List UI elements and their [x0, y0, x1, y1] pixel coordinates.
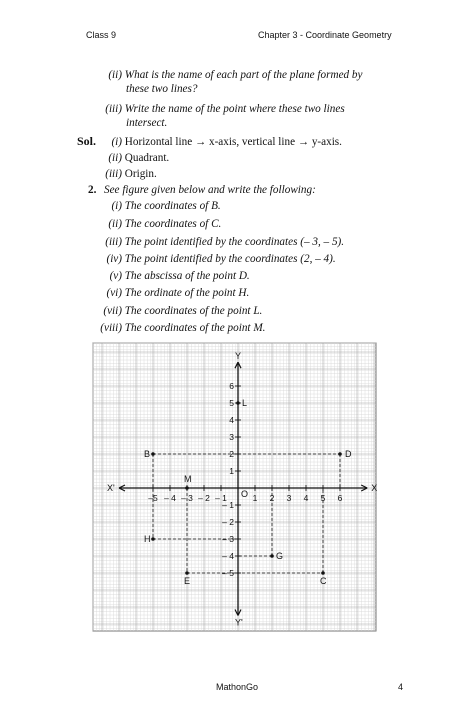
x-tick-label: – 1 — [215, 493, 227, 503]
q2-item — [90, 270, 250, 283]
q2-item-text: The point identified by the coordinates (2, – 4). — [124, 253, 336, 265]
q2-item-text: The coordinates of B. — [124, 200, 221, 212]
point-l — [236, 401, 240, 405]
q2-num: 2. — [88, 184, 97, 196]
x-tick-label: 5 — [320, 493, 326, 503]
y-tick-label: – 2 — [222, 517, 234, 527]
y-tick-label: 2 — [229, 449, 234, 459]
point-label-c: C — [320, 576, 327, 586]
point-h — [151, 537, 155, 541]
point-g — [270, 554, 274, 558]
q2-item — [90, 253, 336, 266]
q2-item-text: The coordinates of C. — [124, 218, 222, 230]
point-label-d: D — [345, 449, 352, 459]
sol-i-text: Horizontal line → x-axis, vertical line → y-axis. — [124, 136, 342, 148]
x-tick-label: – 4 — [164, 493, 176, 503]
x-tick-label: 1 — [252, 493, 258, 503]
q2-text: See figure given below and write the following: — [104, 184, 316, 196]
x-axis-label: X — [371, 483, 378, 493]
header-chapter: Chapter 3 - Coordinate Geometry — [258, 30, 392, 40]
y-tick-label: 3 — [229, 432, 234, 442]
coordinate-graph — [93, 343, 376, 631]
q1-ii-text: What is the name of each part of the plane formed by — [124, 69, 363, 81]
x-tick-label: 6 — [337, 493, 343, 503]
q2-item — [90, 322, 265, 335]
point-label-h: H — [144, 534, 151, 544]
x-tick-label: 3 — [286, 493, 292, 503]
q2-item-num: (i) — [111, 200, 122, 212]
q1-iii-num: (iii) — [105, 103, 122, 115]
header-class: Class 9 — [86, 30, 117, 40]
x-tick-label: – 3 — [181, 493, 193, 503]
x-prime-label: X' — [107, 483, 115, 493]
point-d — [338, 452, 342, 456]
point-e — [185, 571, 189, 575]
y-tick-label: 4 — [229, 415, 234, 425]
q2-item — [90, 200, 221, 213]
sol-iii-num: (iii) — [105, 168, 122, 180]
page-number: 4 — [398, 682, 404, 692]
y-tick-label: – 1 — [222, 500, 234, 510]
y-tick-label: – 4 — [222, 551, 234, 561]
q1-iii — [100, 103, 345, 116]
origin-label: O — [241, 489, 249, 499]
q2-item — [90, 236, 344, 249]
point-c — [321, 571, 325, 575]
y-tick-label: 5 — [229, 398, 234, 408]
x-tick-label: 2 — [269, 493, 275, 503]
sol-i-num: (i) — [111, 136, 122, 148]
q2-item-text: The coordinates of the point L. — [124, 305, 263, 317]
footer-brand: MathonGo — [215, 682, 259, 692]
q2-item-text: The abscissa of the point D. — [124, 270, 250, 282]
sol-ii — [100, 152, 169, 165]
sol-label: Sol. — [77, 134, 97, 148]
y-prime-label: Y' — [235, 617, 243, 628]
q2-item — [90, 287, 249, 300]
q2-item-num: (viii) — [100, 322, 122, 334]
sol-i — [100, 136, 342, 149]
q2-item-num: (iii) — [105, 236, 122, 248]
y-tick-label: – 3 — [222, 534, 234, 544]
sol-ii-text: Quadrant. — [124, 152, 170, 164]
q1-iii-text: Write the name of the point where these two lines — [124, 103, 345, 115]
q2-item-num: (ii) — [108, 218, 122, 230]
sol-ii-num: (ii) — [108, 152, 122, 164]
q1-ii-num: (ii) — [108, 69, 122, 81]
x-tick-label: –5 — [148, 493, 158, 503]
q1-iii-cont: intersect. — [126, 117, 168, 129]
q2-item-num: (vi) — [106, 287, 122, 299]
point-m — [185, 486, 189, 490]
point-label-l: L — [242, 398, 248, 408]
point-label-e: E — [184, 576, 191, 586]
q2-item — [90, 305, 262, 318]
q2-item-text: The coordinates of the point M. — [124, 322, 266, 334]
point-b — [151, 452, 155, 456]
y-tick-label: 1 — [229, 466, 234, 476]
q2-item-text: The point identified by the coordinates (– 3, – 5). — [124, 236, 345, 248]
y-tick-label: 6 — [229, 381, 234, 391]
q2-item-num: (iv) — [106, 253, 122, 265]
point-label-m: M — [184, 474, 192, 484]
q1-ii — [100, 69, 363, 82]
sol-iii — [100, 168, 157, 181]
x-tick-label: 4 — [303, 493, 309, 503]
sol-iii-text: Origin. — [124, 168, 157, 180]
q2-item-text: The ordinate of the point H. — [124, 287, 250, 299]
x-tick-label: – 2 — [198, 493, 210, 503]
q1-ii-cont: these two lines? — [126, 83, 198, 95]
q2-item-num: (v) — [109, 270, 122, 282]
y-axis-label: Y — [235, 351, 242, 362]
q2-item — [90, 218, 221, 231]
y-tick-label: – 5 — [222, 568, 234, 578]
q2-item-num: (vii) — [103, 305, 122, 317]
point-label-g: G — [276, 551, 284, 561]
point-label-b: B — [144, 449, 151, 459]
